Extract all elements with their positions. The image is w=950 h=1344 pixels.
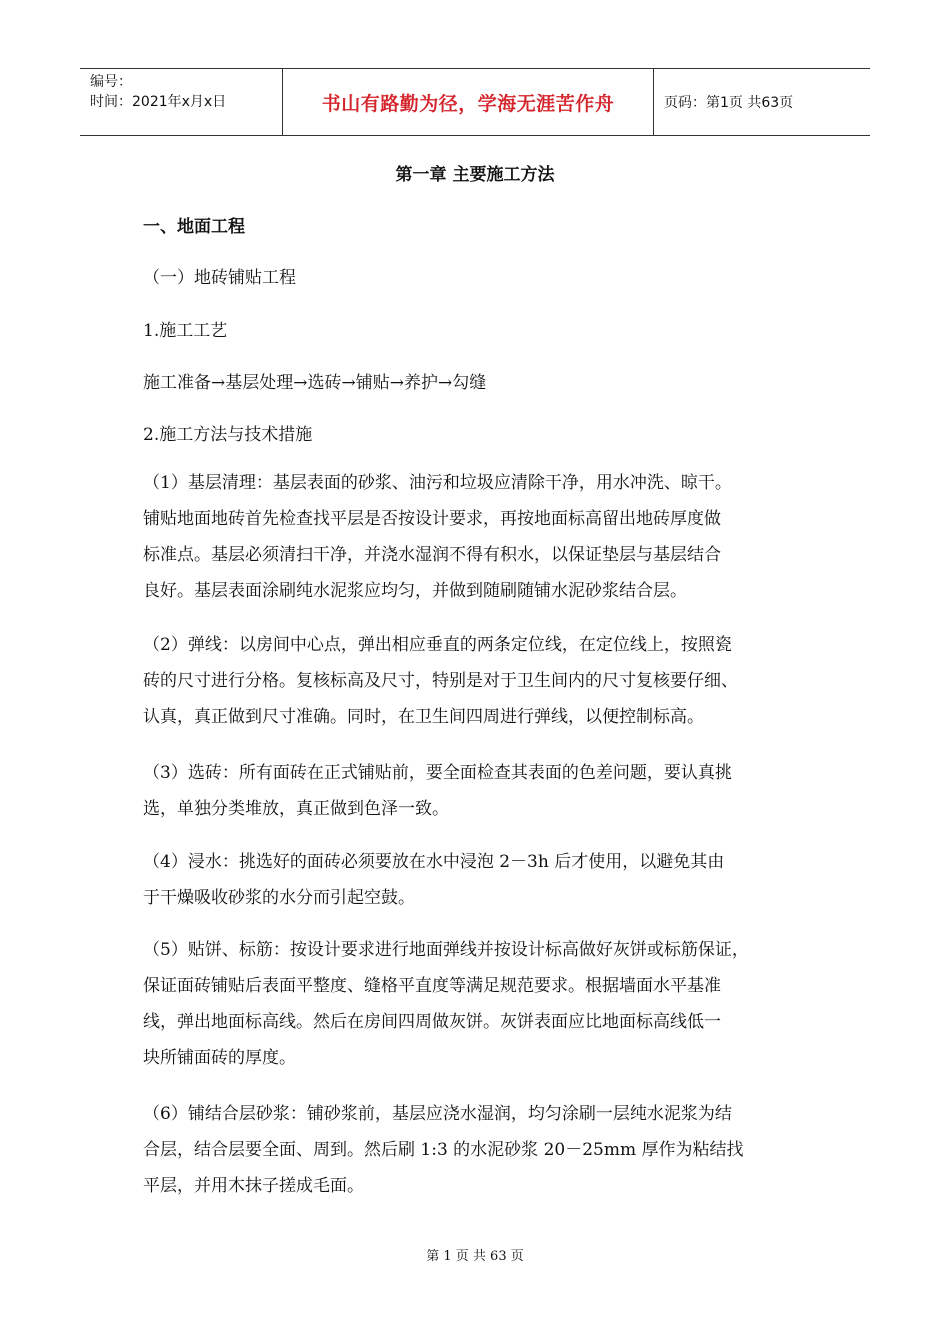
- paragraph-line: 平层，并用木抹子搓成毛面。: [143, 1176, 364, 1196]
- document-date: 时间：2021年x月x日: [90, 94, 227, 110]
- paragraph-tile-selection: [143, 755, 808, 827]
- paragraph-line: （4）浸水：挑选好的面砖必须要放在水中浸泡 2－3h 后才使用，以避免其由: [143, 852, 725, 872]
- paragraph-line: 合层，结合层要全面、周到。然后刷 1:3 的水泥砂浆 20－25mm 厚作为粘结找: [143, 1140, 744, 1160]
- paragraph-line: （5）贴饼、标筋：按设计要求进行地面弹线并按设计标高做好灰饼或标筋保证，: [143, 940, 749, 960]
- header-page-info: 页码：第1页 共63页: [664, 95, 794, 111]
- paragraph-line: （2）弹线：以房间中心点，弹出相应垂直的两条定位线，在定位线上，按照瓷: [143, 635, 732, 655]
- paragraph-base-cleaning: [143, 465, 808, 609]
- paragraph-line: （1）基层清理：基层表面的砂浆、油污和垃圾应清除干净，用水冲洗、晾干。: [143, 473, 732, 493]
- paragraph-line: 块所铺面砖的厚度。: [143, 1048, 296, 1068]
- header-motto: 书山有路勤为径，学海无涯苦作舟: [321, 92, 615, 115]
- document-number-label: 编号：: [90, 74, 132, 90]
- page-header: [80, 68, 870, 136]
- item-1-title: 1.施工工艺: [143, 321, 228, 341]
- paragraph-snap-line: [143, 627, 808, 735]
- paragraph-line: （6）铺结合层砂浆：铺砂浆前，基层应浇水湿润，均匀涂刷一层纯水泥浆为结: [143, 1104, 732, 1124]
- paragraph-line: 于干燥吸收砂浆的水分而引起空鼓。: [143, 888, 415, 908]
- subsection-title: （一）地砖铺贴工程: [143, 268, 296, 288]
- paragraph-line: 砖的尺寸进行分格。复核标高及尺寸，特别是对于卫生间内的尺寸复核要仔细、: [143, 671, 738, 691]
- paragraph-line: 铺贴地面地砖首先检查找平层是否按设计要求，再按地面标高留出地砖厚度做: [143, 509, 721, 529]
- paragraph-line: 良好。基层表面涂刷纯水泥浆应均匀，并做到随刷随铺水泥砂浆结合层。: [143, 581, 687, 601]
- process-flow: 施工准备→基层处理→选砖→铺贴→养护→勾缝: [143, 373, 487, 393]
- paragraph-line: 线，弹出地面标高线。然后在房间四周做灰饼。灰饼表面应比地面标高线低一: [143, 1012, 721, 1032]
- paragraph-line: 认真，真正做到尺寸准确。同时，在卫生间四周进行弹线，以便控制标高。: [143, 707, 704, 727]
- paragraph-bonding-mortar: [143, 1096, 808, 1204]
- header-motto-cell: [282, 69, 654, 135]
- item-2-title: 2.施工方法与技术措施: [143, 425, 313, 445]
- paragraph-line: 选，单独分类堆放，真正做到色泽一致。: [143, 799, 449, 819]
- paragraph-line: 保证面砖铺贴后表面平整度、缝格平直度等满足规范要求。根据墙面水平基准: [143, 976, 721, 996]
- chapter-title: 第一章 主要施工方法: [395, 165, 555, 185]
- paragraph-line: 标准点。基层必须清扫干净，并浇水湿润不得有积水，以保证垫层与基层结合: [143, 545, 721, 565]
- paragraph-soaking: [143, 844, 808, 916]
- paragraph-leveling-marks: [143, 932, 808, 1076]
- page-footer: 第 1 页 共 63 页: [426, 1249, 524, 1264]
- header-meta: [80, 69, 282, 135]
- section-title: 一、地面工程: [143, 217, 245, 237]
- paragraph-line: （3）选砖：所有面砖在正式铺贴前，要全面检查其表面的色差问题，要认真挑: [143, 763, 732, 783]
